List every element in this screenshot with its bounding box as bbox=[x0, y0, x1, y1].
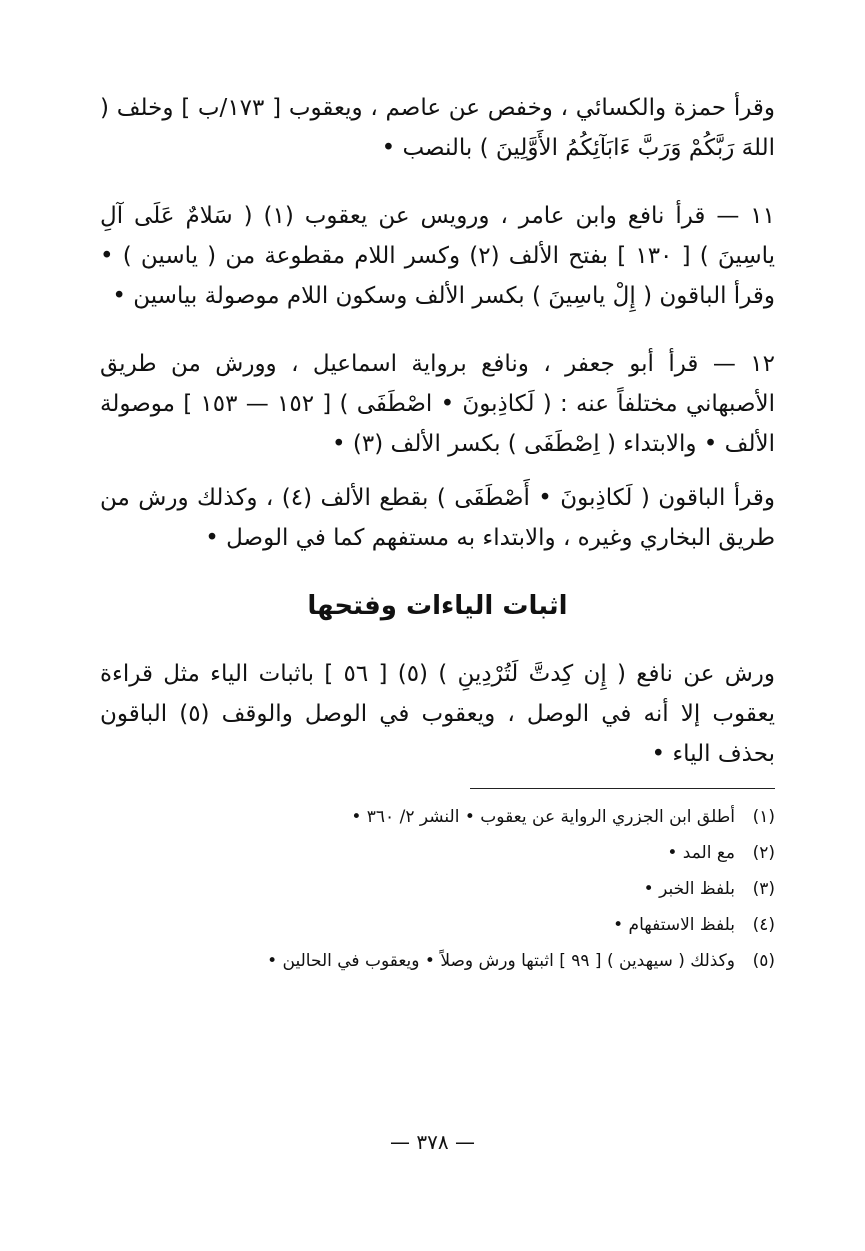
paragraph-1: وقرأ حمزة والكسائي ، وخفص عن عاصم ، ويعقوب [ ١٧٣/ب ] وخلف ( اللهَ رَبَّكُمْ وَرَبَّ ءَابَآئِكُمُ الأَوَّلِينَ ) بالنصب • bbox=[100, 95, 775, 161]
paragraph-2: ١١ — قرأ نافع وابن عامر ، ورويس عن يعقوب (١) ( سَلامٌ عَلَى آلِ ياسِينَ ) [ ١٣٠ ] بفتح الألف (٢) وكسر اللام مقطوعة من ( ياسين ) • وقرأ الباقون ( إِلْ ياسِينَ ) بكسر الألف وسكون اللام موصولة بياسين • bbox=[100, 203, 775, 309]
footnote-number: (٤) bbox=[752, 915, 775, 935]
footnote-text: بلفظ الاستفهام • bbox=[613, 915, 735, 935]
footnote-number: (١) bbox=[752, 807, 775, 827]
footnote-number: (٣) bbox=[752, 879, 775, 899]
page-number: — ٣٧٨ — bbox=[390, 1130, 475, 1154]
footnote-text: وكذلك ( سيهدين ) [ ٩٩ ] اثبتها ورش وصلاً • ويعقوب في الحالين • bbox=[267, 951, 735, 971]
footnote bbox=[100, 835, 775, 871]
book-page bbox=[100, 88, 775, 1238]
footnote-number: (٥) bbox=[752, 951, 775, 971]
section-title: اثبات الياءات وفتحها bbox=[307, 591, 568, 621]
footnotes bbox=[100, 799, 775, 979]
footnote-text: بلفظ الخبر • bbox=[643, 879, 735, 899]
footnote-text: مع المد • bbox=[667, 843, 735, 863]
paragraph-4: وقرأ الباقون ( لَكاذِبونَ • أَصْطَفَى ) بقطع الألف (٤) ، وكذلك ورش من طريق البخاري وغيره ، والابتداء به مستفهم كما في الوصل • bbox=[100, 485, 775, 551]
footnote bbox=[100, 871, 775, 907]
footnote bbox=[100, 799, 775, 835]
footnote-text: أطلق ابن الجزري الرواية عن يعقوب • النشر ٢/ ٣٦٠ • bbox=[351, 807, 735, 827]
footnote-number: (٢) bbox=[752, 843, 775, 863]
paragraph-3: ١٢ — قرأ أبو جعفر ، ونافع برواية اسماعيل ، وورش من طريق الأصبهاني مختلفاً عنه : ( لَكاذِبونَ • اصْطَفَى ) [ ١٥٢ — ١٥٣ ] موصولة الألف • والابتداء ( اِصْطَفَى ) بكسر الألف (٣) • bbox=[100, 351, 775, 457]
footnote bbox=[100, 943, 775, 979]
footnote-divider bbox=[470, 788, 775, 789]
footnote bbox=[100, 907, 775, 943]
section-paragraph: ورش عن نافع ( إِن كِدتَّ لَتُرْدِينِ ) (٥) [ ٥٦ ] باثبات الياء مثل قراءة يعقوب إلا أنه في الوصل ، ويعقوب في الوصل والوقف (٥) الباقون بحذف الياء • bbox=[100, 661, 775, 767]
